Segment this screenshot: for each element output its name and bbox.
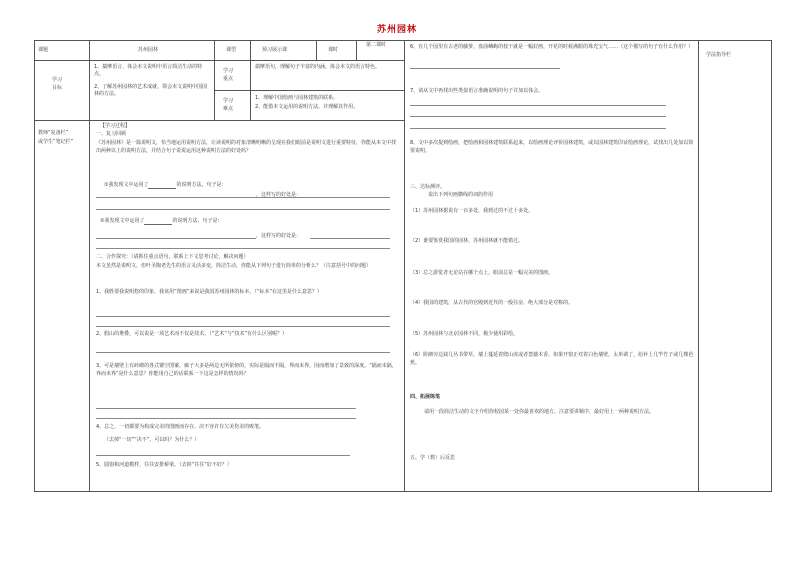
q2-row: [100, 218, 223, 225]
inquiry-item-2: 2、假山的堆叠，可以说是一项艺术而不仅是技术。（“艺术”与“技术”有什么区别呢？）: [96, 331, 288, 337]
q7-text: 7、请从文中再找出些类似语言准确说明的句子并加以体会。: [410, 88, 544, 94]
answer-line[interactable]: [96, 408, 356, 409]
practice-item-3: （3）总之游览者无论站在哪个点上，眼前总是一幅完美的图画。: [410, 270, 554, 276]
answer-line[interactable]: [410, 116, 666, 117]
answer-line[interactable]: [96, 418, 356, 419]
q2-text: ②我发现文中运用了: [100, 218, 145, 224]
type-label: 课型: [226, 47, 237, 53]
answer-line[interactable]: [96, 326, 390, 327]
period-label: 课时: [328, 47, 339, 53]
answer-line[interactable]: [96, 352, 390, 353]
note-label-1: 教师“复备栏”: [38, 130, 69, 136]
key-label-1: 学习: [223, 68, 234, 74]
inquiry-heading: 二、合作探究：（请抓住重点语句，联系上下文思考讨论，解决问题）: [96, 254, 249, 260]
type-value: 预习展示课: [262, 47, 288, 53]
diff-item-2: 2、能借本文运用的说明方法，并理解其作用。: [255, 104, 359, 110]
q2-suffix: 的说明方法，句子是：: [172, 218, 223, 224]
review-text: 《苏州园林》是一篇说明文，恰当地运用说明方法，让读说明的对象清晰明晰的呈现在我们眼前是说明文进行重要特征，你能从本文中找出两种以上的说明方法，并结合句子说说运用这种说明方法的好处吗？: [96, 140, 397, 154]
answer-line[interactable]: [96, 238, 256, 239]
q2-benefit: ，这样写的好处是：: [256, 233, 302, 239]
practice-item-2: （2）谁要鉴赏我国的园林，苏州园林就不能错过。: [410, 238, 524, 244]
inquiry-item-1: 1、我胜要我说明悠的印象，我该用“图画”来说是我国苏州园林的标本。（“标本”在这里是什么意思？）: [96, 289, 323, 295]
header-col-divider: [89, 40, 90, 60]
inquiry-intro: 本文虽然是说明文，但叶圣陶老先生的语言灵活多变，简洁生动，你能从下列句子进行简单的分析么？（注意括号中的问题）: [96, 263, 372, 269]
answer-line[interactable]: [410, 105, 666, 106]
header-col-divider: [250, 40, 251, 60]
goal-item-1: 1、揣摩语言，体会本文说明中语言简洁生动的特点。: [94, 64, 203, 77]
page-title: 苏州园林: [376, 25, 417, 35]
period-value: 第二课时: [366, 42, 387, 48]
key-label-2: 重点: [223, 76, 234, 82]
q1-benefit: ，这样写的好处是：: [256, 192, 302, 198]
answer-line[interactable]: [96, 455, 350, 456]
header-col-divider: [214, 40, 215, 60]
inquiry-item-4: 4、总之，一切都要为构成完美的图画而存在，决不容许有欠美伤美的败笔。: [96, 424, 265, 430]
diff-label-2: 难点: [223, 106, 234, 112]
q6-text: 6、有几个园里有古老的藤萝，盘曲嶙峋的枝干就是一幅好画，开花的时候满眼的珠光宝气……（这个描写的句子有什么作用？）: [410, 44, 694, 50]
extend-text: 请用一段简洁生动的文字介绍你校园某一处你最喜欢的地方。注意要讲顺序，最好用上一两种说明方法。: [424, 409, 655, 415]
inquiry-item-5: 5、圆窗和河道模样，往往安排桥梁。（去掉“往往”好不好？）: [96, 462, 232, 468]
process-heading: 【学习过程】: [100, 123, 131, 129]
q1-text: ①我发现文中运用了: [104, 182, 149, 188]
topic-label: 课题: [38, 47, 49, 53]
note-label-2: 或学生“笔记栏”: [38, 139, 74, 145]
guide-label: 学法指导栏: [706, 52, 732, 58]
inquiry-item-4-sub: （去掉“一切”“决不”，可以吗？为什么？）: [104, 437, 200, 443]
guide-col-divider: [698, 40, 699, 492]
answer-line[interactable]: [96, 316, 390, 317]
practice-item-6: （6）阶砌旁边栽几丛书带草，墙上蔓延着爬山虎或者蔷薇木香。如果开窗正对着白色墙壁，太单调了，给补上几竿竹子或几棵芭蕉。: [410, 352, 694, 366]
key-diff-divider: [214, 90, 404, 91]
reflect-heading: 五、学（教）后反思: [410, 455, 456, 461]
practice-item-5: （5）苏州园林与北京园林不同，极少使用彩绘。: [410, 331, 519, 337]
diff-item-1: 1、理解中国绘画与园林建筑的联系。: [255, 95, 339, 101]
q2-blank[interactable]: [144, 219, 172, 225]
practice-heading: 三、达标测评。: [410, 184, 446, 190]
practice-item-1: （1）苏州园林据说有一百多处，我到过的不过十多处。: [410, 208, 534, 214]
topic-value: 苏州园林: [138, 47, 159, 53]
q8-text: 8、文中多次提到绘画，把绘画和园林建筑联系起来，以绘画理论评价园林建筑，或以园林建筑印证绘画理论，试找出几处加以简要说明。: [410, 140, 694, 154]
answer-line[interactable]: [96, 248, 390, 249]
answer-line[interactable]: [96, 209, 390, 210]
header-col-divider: [356, 40, 357, 60]
diff-label-1: 学习: [223, 98, 234, 104]
q1-suffix: 的说明方法，句子是：: [176, 182, 227, 188]
answer-line[interactable]: [310, 238, 390, 239]
note-col-divider: [89, 120, 90, 492]
goals-label-2: 目标: [52, 85, 63, 91]
answer-line[interactable]: [410, 68, 560, 69]
center-divider: [404, 40, 405, 492]
extend-heading: 四、拓展练笔: [410, 394, 441, 400]
goal-item-2: 2、了解苏州园林的艺术成就，领会本文说明中国园林的方法。: [94, 84, 208, 97]
answer-line[interactable]: [310, 197, 390, 198]
q1-blank[interactable]: [148, 183, 176, 189]
answer-line[interactable]: [410, 128, 666, 129]
inquiry-item-3: 3、可是墙壁上有砖砌的各式镂空图案，廊子大多是两边无所依傍的，实际是隔而不隔，界而未界，因而增加了景致的深度。“隔而未隔，界而未界”是什么意思？你能用自己的话联系一下这是怎样的情况吗？: [96, 363, 397, 377]
q1-row: [104, 182, 227, 189]
review-heading: 一、复习回顾: [96, 131, 127, 137]
goals-label-1: 学习: [52, 77, 63, 83]
practice-sub: 说出下列句画横线的词的作用: [428, 192, 494, 198]
header-col-divider: [316, 40, 317, 60]
key-text: 揣摩语句，理解句子丰富的内涵，体会本文的语言特色。: [255, 64, 381, 70]
practice-item-4: （4）我国的建筑，从古代的宫殿到近代的一般住房，绝大部分是对称的。: [410, 300, 574, 306]
goals-col-divider: [89, 60, 90, 120]
